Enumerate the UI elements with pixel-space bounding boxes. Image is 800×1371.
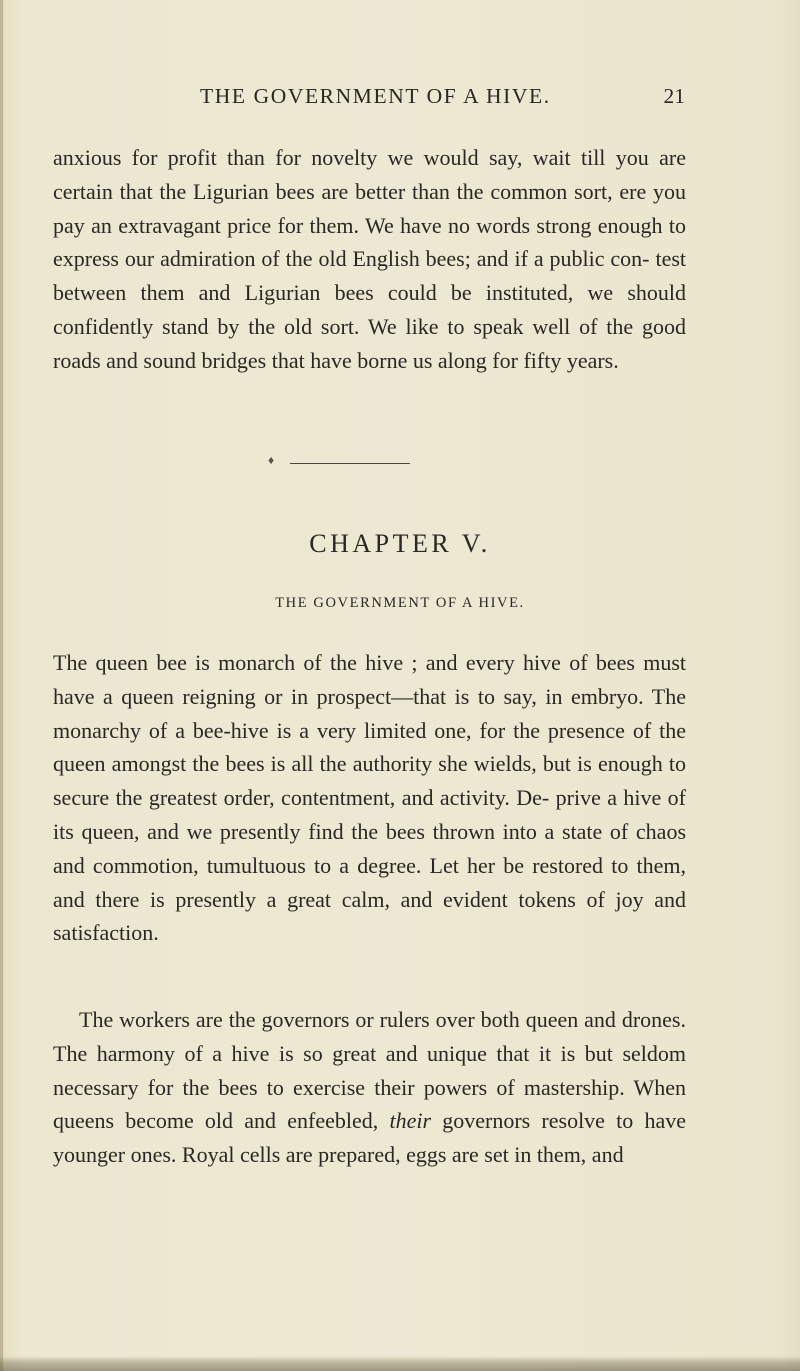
text-line: satisfaction. [53, 920, 159, 946]
page-gutter-edge [0, 0, 3, 1371]
italic-emphasis: their [389, 1108, 432, 1134]
printer-ornament-mark: ♦ [268, 453, 275, 467]
text-line: to a degree. Let her be restored to them, and there is [53, 852, 687, 912]
text-line: thrown into a state of chaos and commotion, tumultuous [53, 818, 687, 878]
text-line: the common sort, ere you pay an extravagant price for [53, 178, 687, 238]
text-line: we should confidently stand by the old sort. We like [53, 280, 687, 339]
text-line: The workers are the governors or rulers over both queen [79, 1007, 579, 1032]
section-divider-rule [290, 463, 410, 464]
text-line: admiration of the old English bees; and if a public con- [160, 246, 650, 272]
text-line: The queen bee is monarch of the hive ; and every hive [53, 650, 561, 675]
text-line: that it is but seldom necessary for the bees to exercise [53, 1040, 686, 1100]
paragraph-continuation [53, 141, 686, 378]
text-line-end: governors resolve to have younger [53, 1108, 687, 1168]
chapter-subheading: THE GOVERNMENT OF A HIVE. [275, 595, 525, 611]
chapter-heading: CHAPTER V. [309, 529, 491, 558]
running-head [0, 80, 800, 114]
paragraph-queen-monarch [53, 646, 686, 950]
text-line: is to say, in embryo. The monarchy of a bee-hive is a [53, 683, 686, 743]
text-line: have borne us along for fifty years. [310, 347, 619, 373]
page-bottom-edge [0, 1356, 800, 1371]
text-line: the bees is all the authority she wields, but is enough to [192, 751, 686, 777]
text-line: anxious for profit than for novelty we would say, wait till [53, 145, 606, 170]
text-line: prive a hive of its queen, and we presently find the bees [53, 785, 686, 844]
text-line: presently a great calm, and evident tokens of joy and [175, 886, 687, 912]
text-line: you are certain that the Ligurian bees are better than [53, 145, 686, 204]
page-number: 21 [663, 84, 685, 108]
text-line: test between them and Ligurian bees could be instituted, [53, 246, 687, 306]
text-line: very limited one, for the presence of the queen amongst [53, 717, 686, 777]
text-line: secure the greatest order, contentment, and activity. De- [53, 785, 550, 811]
text-line: of bees must have a queen reigning or in prospect—that [53, 650, 687, 709]
text-line: their powers of mastership. When queens become old [53, 1074, 686, 1134]
text-line-start: and enfeebled, [244, 1108, 390, 1134]
text-line: them. We have no words strong enough to express our [53, 212, 686, 272]
running-head-title: THE GOVERNMENT OF A HIVE. [200, 84, 551, 108]
text-line: and drones. The harmony of a hive is so great and unique [53, 1007, 686, 1066]
paragraph-workers [53, 1003, 686, 1172]
text-line: to speak well of the good roads and sound bridges that [53, 313, 687, 373]
text-line: ones. Royal cells are prepared, eggs are set in them, and [130, 1142, 624, 1168]
